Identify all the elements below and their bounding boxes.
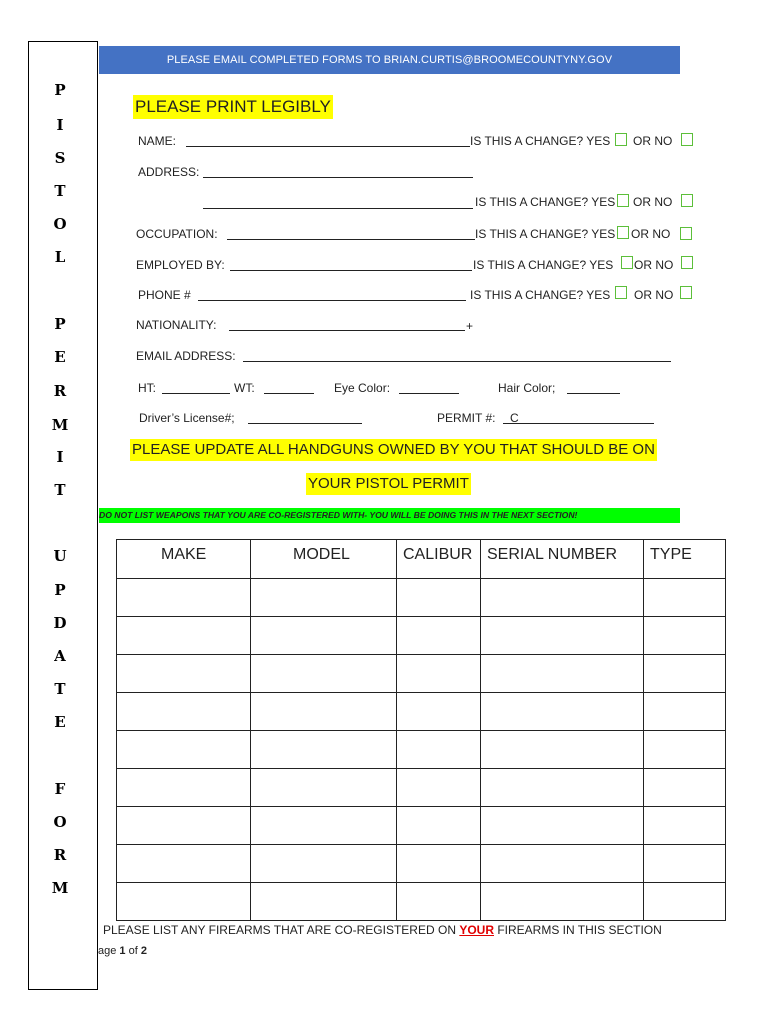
calibur-cell[interactable] [397, 845, 481, 883]
address-or-no: OR NO [633, 195, 673, 209]
page-current: 1 [119, 945, 126, 957]
address-no-checkbox[interactable] [681, 194, 693, 207]
sidebar-title [28, 41, 98, 990]
table-row [117, 617, 726, 655]
sidebar-letter: T [54, 481, 66, 499]
serial-number-cell[interactable] [481, 731, 644, 769]
employed-no-checkbox[interactable] [681, 256, 693, 269]
update-instruction-line-2: YOUR PISTOL PERMIT [306, 473, 471, 495]
table-row [117, 807, 726, 845]
sidebar-letter: P [54, 81, 66, 99]
hair-color-label: Hair Color; [498, 381, 556, 395]
hair-color-input-line[interactable] [567, 393, 620, 394]
update-instruction-line-1: PLEASE UPDATE ALL HANDGUNS OWNED BY YOU THAT SHOULD BE ON [130, 439, 657, 461]
permit-input-line[interactable] [503, 423, 654, 424]
type-cell[interactable] [644, 693, 726, 731]
type-cell[interactable] [644, 617, 726, 655]
occupation-yes-checkbox[interactable] [617, 226, 629, 239]
sidebar-letter: I [56, 116, 64, 134]
column-header-type: TYPE [644, 540, 726, 579]
height-label: HT: [138, 381, 156, 395]
table-row [117, 769, 726, 807]
name-change-question: IS THIS A CHANGE? YES [470, 134, 611, 148]
phone-or-no: OR NO [634, 288, 674, 302]
sidebar-letter: M [51, 416, 69, 434]
email-banner: PLEASE EMAIL COMPLETED FORMS TO BRIAN.CURTIS@BROOMECOUNTYNY.GOV [99, 46, 680, 74]
nationality-label: NATIONALITY: [136, 318, 217, 332]
name-yes-checkbox[interactable] [615, 133, 627, 146]
name-no-checkbox[interactable] [681, 133, 693, 146]
sidebar-letter: O [53, 215, 67, 233]
make-cell[interactable] [117, 617, 251, 655]
phone-label: PHONE # [138, 288, 191, 302]
make-cell[interactable] [117, 845, 251, 883]
weight-label: WT: [234, 381, 255, 395]
type-cell[interactable] [644, 655, 726, 693]
co-registered-instruction [103, 923, 662, 937]
permit-label: PERMIT #: [437, 411, 496, 425]
employed-by-label: EMPLOYED BY: [136, 258, 225, 272]
sidebar-letter: R [53, 382, 67, 400]
calibur-cell[interactable] [397, 693, 481, 731]
sidebar-letter: D [53, 614, 67, 632]
permit-prefix-value: C [510, 411, 519, 425]
serial-number-cell[interactable] [481, 845, 644, 883]
make-cell[interactable] [117, 655, 251, 693]
address-label: ADDRESS: [138, 165, 200, 179]
model-cell[interactable] [251, 693, 397, 731]
serial-number-cell[interactable] [481, 655, 644, 693]
serial-number-cell[interactable] [481, 579, 644, 617]
model-cell[interactable] [251, 731, 397, 769]
column-header-make: MAKE [117, 540, 251, 579]
occupation-input-line[interactable] [227, 239, 475, 240]
employed-or-no: OR NO [634, 258, 674, 272]
phone-change-question: IS THIS A CHANGE? YES [470, 288, 611, 302]
sidebar-letter: T [54, 182, 66, 200]
calibur-cell[interactable] [397, 883, 481, 921]
occupation-label: OCCUPATION: [136, 227, 218, 241]
occupation-change-question: IS THIS A CHANGE? YES [475, 227, 616, 241]
calibur-cell[interactable] [397, 731, 481, 769]
email-label: EMAIL ADDRESS: [136, 349, 236, 363]
model-cell[interactable] [251, 769, 397, 807]
sidebar-letter: T [54, 680, 66, 698]
occupation-no-checkbox[interactable] [680, 227, 692, 240]
make-cell[interactable] [117, 769, 251, 807]
make-cell[interactable] [117, 731, 251, 769]
phone-yes-checkbox[interactable] [615, 286, 627, 299]
table-header-row [117, 540, 726, 579]
employed-by-input-line[interactable] [230, 270, 472, 271]
co-registered-text-post: FIREARMS IN THIS SECTION [494, 923, 662, 937]
calibur-cell[interactable] [397, 579, 481, 617]
phone-no-checkbox[interactable] [680, 286, 692, 299]
type-cell[interactable] [644, 883, 726, 921]
type-cell[interactable] [644, 807, 726, 845]
model-cell[interactable] [251, 655, 397, 693]
phone-input-line[interactable] [198, 300, 466, 301]
type-cell[interactable] [644, 769, 726, 807]
make-cell[interactable] [117, 883, 251, 921]
sidebar-letter: R [53, 846, 67, 864]
page-of: of [125, 945, 141, 957]
name-input-line[interactable] [186, 146, 470, 147]
eye-color-input-line[interactable] [399, 393, 459, 394]
nationality-plus: + [466, 319, 474, 333]
serial-number-cell[interactable] [481, 883, 644, 921]
sidebar-letter: A [54, 647, 66, 665]
calibur-cell[interactable] [397, 807, 481, 845]
sidebar-letter: P [54, 315, 66, 333]
sidebar-letter: F [54, 780, 66, 798]
model-cell[interactable] [251, 845, 397, 883]
email-input-line[interactable] [243, 361, 671, 362]
eye-color-label: Eye Color: [334, 381, 391, 395]
type-cell[interactable] [644, 731, 726, 769]
table-row [117, 731, 726, 769]
name-or-no: OR NO [633, 134, 673, 148]
employed-change-question: IS THIS A CHANGE? YES [473, 258, 614, 272]
sidebar-letter: S [54, 149, 66, 167]
calibur-cell[interactable] [397, 769, 481, 807]
license-input-line[interactable] [248, 423, 362, 424]
model-cell[interactable] [251, 579, 397, 617]
model-cell[interactable] [251, 883, 397, 921]
serial-number-cell[interactable] [481, 617, 644, 655]
sidebar-letter: U [53, 547, 67, 565]
column-header-serial-number: SERIAL NUMBER [481, 540, 644, 579]
type-cell[interactable] [644, 845, 726, 883]
print-legibly-heading: PLEASE PRINT LEGIBLY [133, 95, 333, 119]
type-cell[interactable] [644, 579, 726, 617]
page-total: 2 [140, 945, 147, 957]
page-number [98, 945, 178, 957]
table-row [117, 883, 726, 921]
co-registered-warning: DO NOT LIST WEAPONS THAT YOU ARE CO-REGISTERED WITH- YOU WILL BE DOING THIS IN THE NEXT SECTION! [99, 508, 680, 523]
make-cell[interactable] [117, 807, 251, 845]
model-cell[interactable] [251, 617, 397, 655]
sidebar-letter: P [54, 581, 66, 599]
column-header-model: MODEL [251, 540, 397, 579]
sidebar-letter: M [51, 879, 69, 897]
table-row [117, 693, 726, 731]
nationality-input-line[interactable] [229, 330, 465, 331]
height-input-line[interactable] [162, 393, 230, 394]
calibur-cell[interactable] [397, 617, 481, 655]
name-label: NAME: [138, 134, 177, 148]
employed-yes-checkbox[interactable] [621, 256, 633, 269]
table-row [117, 579, 726, 617]
serial-number-cell[interactable] [481, 769, 644, 807]
calibur-cell[interactable] [397, 655, 481, 693]
table-row [117, 845, 726, 883]
occupation-or-no: OR NO [631, 227, 671, 241]
model-cell[interactable] [251, 807, 397, 845]
make-cell[interactable] [117, 693, 251, 731]
address-input-line-1[interactable] [203, 177, 473, 178]
sidebar-letter: I [56, 448, 64, 466]
column-header-calibur: CALIBUR [397, 540, 481, 579]
sidebar-letter: O [53, 813, 67, 831]
address-yes-checkbox[interactable] [617, 194, 629, 207]
serial-number-cell[interactable] [481, 807, 644, 845]
address-change-question: IS THIS A CHANGE? YES [475, 195, 616, 209]
make-cell[interactable] [117, 579, 251, 617]
sidebar-letter: E [54, 713, 66, 731]
page-prefix: age [98, 945, 120, 957]
sidebar-letter: L [54, 248, 66, 266]
table-row [117, 655, 726, 693]
co-registered-your: YOUR [459, 923, 494, 937]
weight-input-line[interactable] [264, 393, 314, 394]
handgun-table [116, 539, 726, 921]
address-input-line-2[interactable] [203, 208, 473, 209]
license-label: Driver’s License#; [139, 411, 235, 425]
sidebar-letter: E [54, 348, 66, 366]
co-registered-text-pre: PLEASE LIST ANY FIREARMS THAT ARE CO-REGISTERED ON [103, 923, 460, 937]
serial-number-cell[interactable] [481, 693, 644, 731]
